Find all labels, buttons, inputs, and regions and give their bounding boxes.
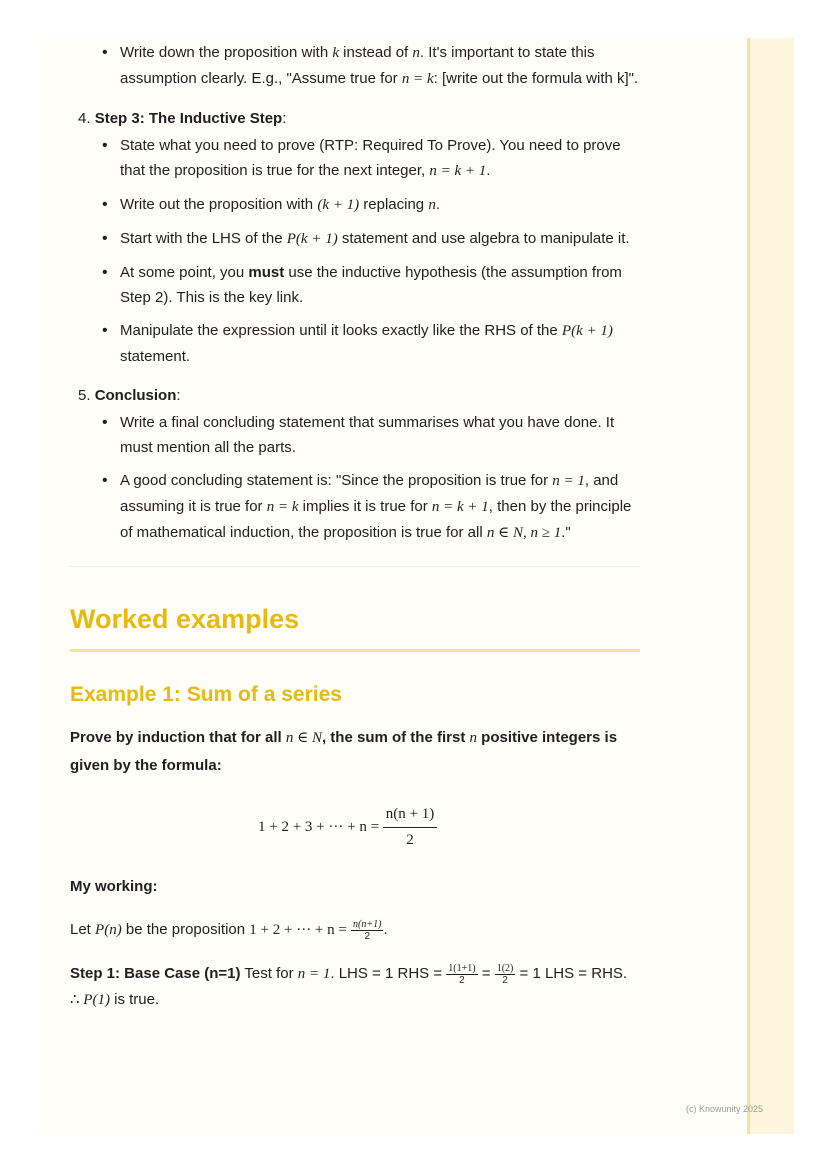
fraction [351,919,383,942]
text: . It's important to state this assumption clearly. E.g., "Assume true for [120,44,595,87]
fraction-denominator: 2 [459,974,465,986]
list-item [120,468,640,546]
fraction [495,963,516,986]
text: Test for [240,965,298,982]
fraction-numerator: 1(2) [496,962,514,974]
math-expression: n = k + 1 [429,163,487,179]
working-label: My working: [70,878,158,895]
fraction-numerator: n(n + 1) [383,802,437,828]
text: Let [70,921,96,938]
copyright-notice: (c) Knowunity 2025 [686,1104,764,1114]
emphasis: must [248,264,285,281]
text: Manipulate the expression until it looks exactly like the RHS of the [120,322,562,339]
text: Prove by induction that for all [70,729,286,746]
section-divider [70,566,640,567]
text: is true. [109,991,160,1008]
let-statement [70,917,640,943]
math-k: k [332,45,340,61]
text: , then by the principle of mathematical induction, the proposition is true for all [120,498,632,541]
section-heading: Worked examples [70,604,300,634]
text: Write a final concluding statement that summarises what you have done. It must mention all the parts. [120,414,615,456]
math-expression: n ∈ N, n ≥ 1 [486,525,562,541]
example-title: Example 1: Sum of a series [70,683,342,706]
text: implies it is true for [298,498,432,515]
text: . [383,921,388,938]
math-expression: P(k + 1) [561,323,613,339]
text: instead of [339,44,413,61]
heading-underline [70,649,640,652]
text: Write out the proposition with [120,196,318,213]
math-expression: P(k + 1) [286,231,338,247]
list-item [120,40,640,92]
math-expression: 1 + 2 + ··· + n = [249,922,347,938]
text: = 1 LHS = RHS. [515,965,628,982]
text: Start with the LHS of the [120,230,287,247]
text: ." [561,524,571,541]
fraction [383,802,437,853]
fraction-numerator: 1(1+1) [448,962,476,974]
math-n: n [412,45,420,61]
math-expression: n = k + 1 [431,499,489,515]
text: A good concluding statement is: "Since the proposition is true for [120,472,553,489]
step-title: Conclusion [94,387,177,404]
text: be the proposition [121,921,250,938]
text: At some point, you [120,264,249,281]
step2-bullet-list [70,40,640,92]
text: positive integers is given by the formula: [70,729,618,774]
fraction-numerator: n(n+1) [353,918,382,930]
step-title: Step 1: Base Case (n=1) [70,965,241,982]
text: , the sum of the first [321,729,470,746]
document-content [70,38,640,1013]
math-expression: n = 1 [552,473,585,489]
text: State what you need to prove (RTP: Required To Prove). You need to prove that the proposition is true for the next integer, [120,137,621,179]
step3-heading [78,106,640,131]
text: . [486,162,491,179]
fraction [446,963,477,986]
text: statement. [120,348,191,365]
list-item [120,260,640,310]
fraction-denominator: 2 [406,832,414,848]
base-case-paragraph [70,961,640,1013]
math-expression: (k + 1) [317,197,360,213]
math-expression: n = k [401,71,434,87]
math-expression: P(1) [83,992,110,1008]
step-number: 5. [78,387,91,404]
text: . LHS = 1 RHS = [330,965,447,982]
math-expression: n = 1 [297,966,331,982]
list-item [120,133,640,184]
math-expression: P(n) [95,922,122,938]
list-item [120,410,640,460]
text: statement and use algebra to manipulate it. [337,230,630,247]
step-number: 4. [78,110,91,127]
list-item [120,192,640,218]
math-n: n [428,197,436,213]
text: replacing [359,196,429,213]
math-n: n [469,730,477,746]
text: : [282,110,287,127]
math-expression: n = k [266,499,299,515]
list-item [120,226,640,252]
step-title: Step 3: The Inductive Step [94,110,283,127]
text: Write down the proposition with [120,44,333,61]
step3-bullet-list [70,133,640,369]
conclusion-bullet-list [70,410,640,546]
conclusion-heading [78,383,640,408]
text: use the inductive hypothesis (the assumption from Step 2). This is the key link. [120,264,622,306]
right-margin-strip [747,38,794,1134]
fraction-denominator: 2 [502,974,508,986]
fraction-denominator: 2 [364,930,371,942]
example-prompt [70,724,640,780]
text: , and assuming it is true for [120,472,619,515]
math-expression: n ∈ N [285,730,322,746]
list-item [120,318,640,369]
equation-lhs: 1 + 2 + 3 + ··· + n = [258,819,380,835]
text: : [write out the formula with k]". [433,70,639,87]
text: . [435,196,440,213]
text: : [176,387,181,404]
display-equation [70,802,640,850]
therefore-symbol: ∴ [70,992,84,1008]
text: = [477,965,495,982]
